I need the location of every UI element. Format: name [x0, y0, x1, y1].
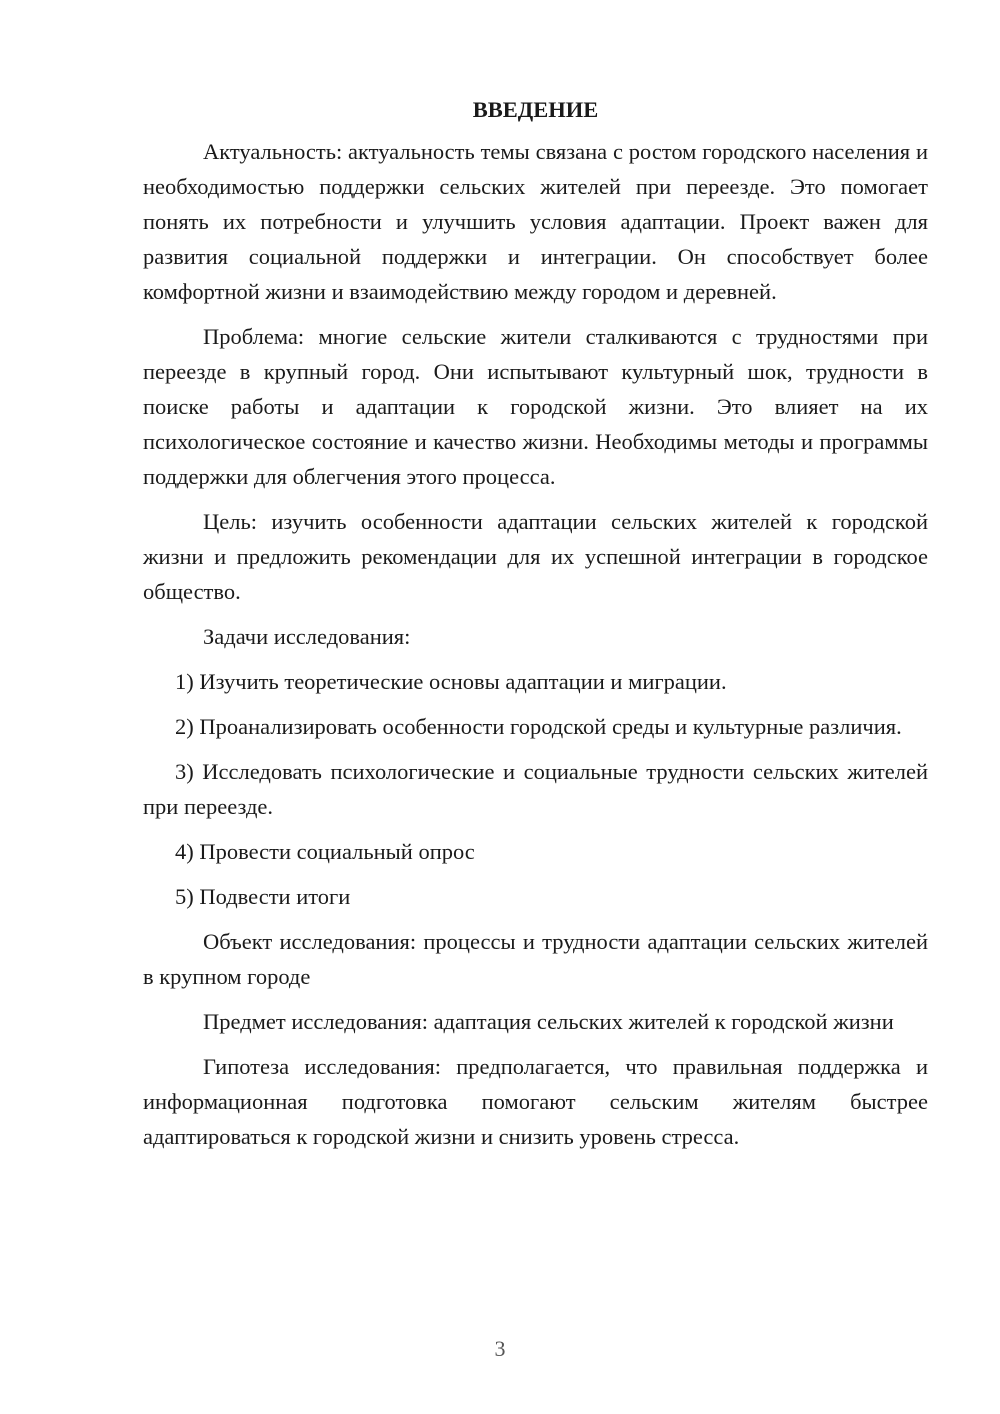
task-item: 3) Исследовать психологические и социальные трудности сельских жителей при переезде. — [143, 759, 928, 819]
paragraph-problem: Проблема: многие сельские жители сталкиваются с трудностями при переезде в крупный город. Они испытывают культурный шок, трудности в поиске работы и адаптации к городской жизни. Это влияет на их психологическое состояние и качество жизни. Необходимы методы и программы поддержки для облегчения этого процесса. — [143, 324, 928, 489]
page-number: 3 — [494, 1336, 506, 1361]
paragraph-hypothesis: Гипотеза исследования: предполагается, что правильная поддержка и информационная подготовка помогают сельским жителям быстрее адаптироваться к городской жизни и снизить уровень стресса. — [143, 1054, 928, 1149]
task-item: 1) Изучить теоретические основы адаптации и миграции. — [175, 669, 727, 694]
paragraph-object: Объект исследования: процессы и трудности адаптации сельских жителей в крупном городе — [143, 929, 928, 989]
paragraph-tasks-title: Задачи исследования: — [203, 624, 411, 649]
task-item: 5) Подвести итоги — [175, 884, 351, 909]
task-item: 4) Провести социальный опрос — [175, 839, 475, 864]
task-item: 2) Проанализировать особенности городской среды и культурные различия. — [175, 714, 902, 739]
paragraph-relevance: Актуальность: актуальность темы связана с ростом городского населения и необходимостью поддержки сельских жителей при переезде. Это помогает понять их потребности и улучшить условия адаптации. Проект важен для развития социальной поддержки и интеграции. Он способствует более комфортной жизни и взаимодействию между городом и деревней. — [143, 139, 928, 304]
paragraph-subject: Предмет исследования: адаптация сельских жителей к городской жизни — [203, 1009, 894, 1034]
page-content — [143, 92, 928, 1154]
section-heading: ВВЕДЕНИЕ — [472, 97, 599, 122]
paragraph-goal: Цель: изучить особенности адаптации сельских жителей к городской жизни и предложить рекомендации для их успешной интеграции в городское общество. — [143, 509, 928, 604]
